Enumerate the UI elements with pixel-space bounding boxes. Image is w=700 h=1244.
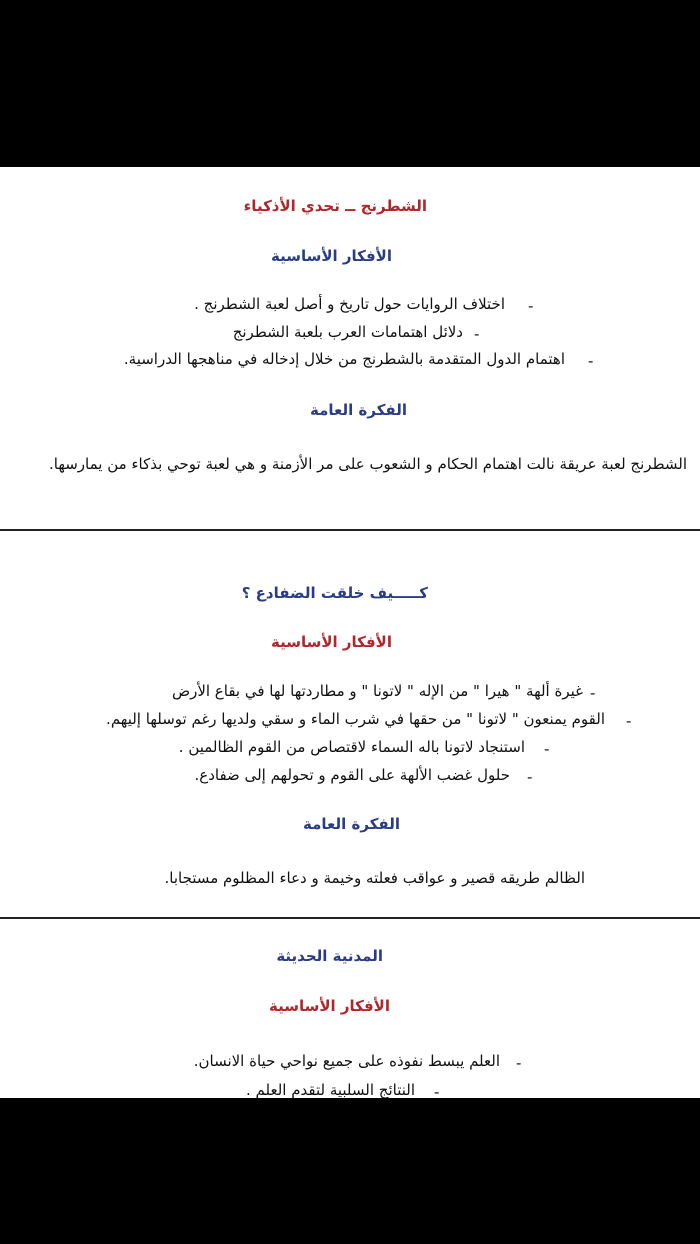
idea-item: القوم يمنعون " لاتونا " من حقها في شرب الماء و سقي ولديها رغم توسلها إليهم. bbox=[106, 710, 605, 728]
bullet-dash: - bbox=[590, 684, 596, 702]
section-title-frogs: كـــــيف خلقت الضفادع ؟ bbox=[241, 584, 428, 602]
ideas-heading: الأفكار الأساسية bbox=[270, 247, 392, 265]
general-idea-heading: الفكرة العامة bbox=[303, 815, 400, 833]
idea-item: دلائل اهتمامات العرب بلعبة الشطرنج bbox=[232, 323, 463, 341]
section-title-civilization: المدنية الحديثة bbox=[276, 947, 383, 965]
bullet-dash: - bbox=[474, 325, 480, 343]
bullet-dash: - bbox=[626, 712, 632, 730]
document-page bbox=[0, 167, 700, 1098]
idea-item: غيرة ألهة " هيرا " من الإله " لاتونا " و مطاردتها لها في بقاع الأرض bbox=[171, 682, 583, 700]
idea-item: اهتمام الدول المتقدمة بالشطرنج من خلال إدخاله في مناهجها الدراسية. bbox=[123, 350, 565, 368]
general-idea-heading: الفكرة العامة bbox=[310, 401, 407, 419]
general-idea-text: الظالم طريقه قصير و عواقب فعلته وخيمة و دعاء المظلوم مستجابا. bbox=[164, 869, 585, 887]
general-idea-text: الشطرنج لعبة عريقة نالت اهتمام الحكام و الشعوب على مر الأزمنة و هي لعبة توحي بذكاء من يمارسها. bbox=[48, 455, 687, 473]
bullet-dash: - bbox=[527, 768, 533, 786]
bullet-dash: - bbox=[434, 1083, 440, 1098]
bullet-dash: - bbox=[516, 1054, 522, 1072]
ideas-heading: الأفكار الأساسية bbox=[268, 997, 390, 1015]
idea-item: استنجاد لاتونا باله السماء لاقتصاص من القوم الظالمين . bbox=[178, 738, 525, 756]
section-divider bbox=[0, 529, 700, 531]
section-divider bbox=[0, 917, 700, 919]
section-title-chess: الشطرنج ــ تحدي الأذكياء bbox=[243, 197, 427, 215]
ideas-heading: الأفكار الأساسية bbox=[270, 633, 392, 651]
idea-item: العلم يبسط نفوذه على جميع نواحي حياة الانسان. bbox=[193, 1052, 500, 1070]
bullet-dash: - bbox=[588, 352, 594, 370]
idea-item: حلول غضب الألهة على القوم و تحولهم إلى ضفادع. bbox=[194, 766, 510, 784]
idea-item: اختلاف الروايات حول تاريخ و أصل لعبة الشطرنج . bbox=[194, 295, 505, 313]
bullet-dash: - bbox=[544, 740, 550, 758]
idea-item: النتائج السلبية لتقدم العلم . bbox=[245, 1081, 415, 1098]
bullet-dash: - bbox=[528, 297, 534, 315]
